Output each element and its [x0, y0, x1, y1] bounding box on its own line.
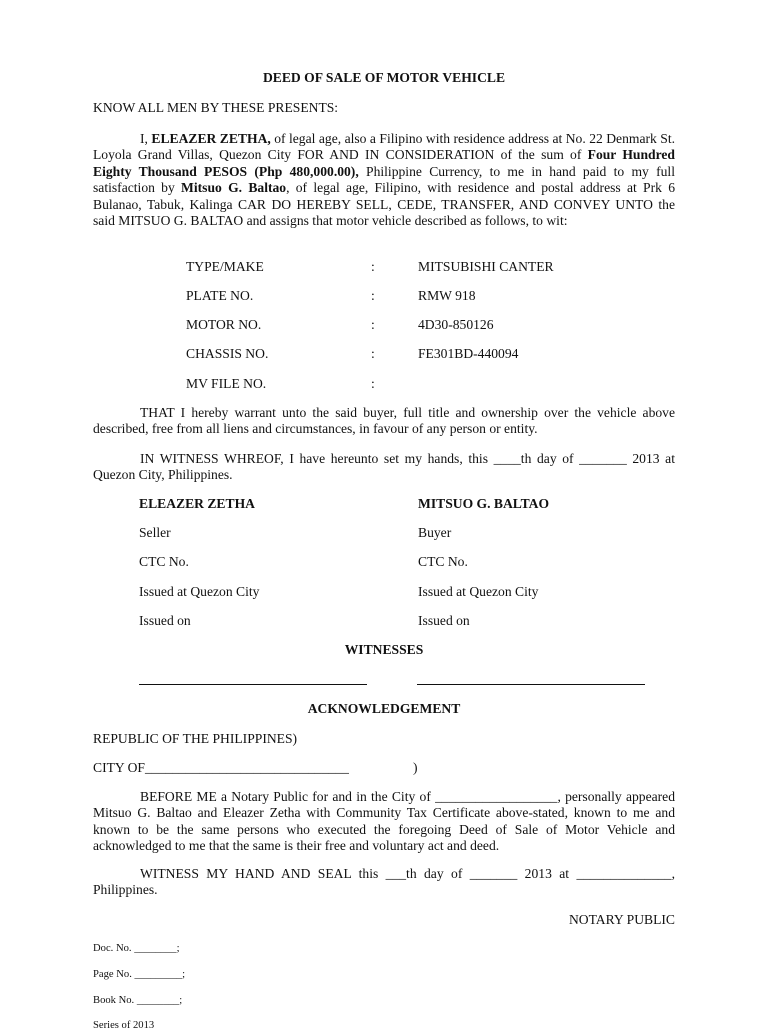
witnesses-heading: WITNESSES — [344, 642, 424, 657]
buyer-name-inline: Mitsuo G. Baltao — [181, 180, 287, 196]
witness-clause-text: IN WITNESS WHREOF, I have hereunto set my hands, this ____th day of _______ 2013 at Quezon City, Philippines. — [93, 451, 675, 483]
buyer-issued-on: Issued on — [418, 613, 470, 628]
spec-label: PLATE NO. — [186, 288, 254, 303]
buyer-role: Buyer — [418, 525, 452, 540]
warranty-text: THAT I hereby warrant unto the said buyer, full title and ownership over the vehicle above described, free from all liens and circumstances, in favour of any person or entity. — [93, 405, 675, 437]
spec-colon: : — [371, 317, 375, 332]
seller-ctc: CTC No. — [139, 554, 189, 569]
intro-text-4: , of legal age, Filipino, with residence and postal address at Prk 6 Bulanao, Tabuk, Kalinga CAR DO HEREBY SELL, CEDE, TRANSFER, AND CONVEY UNTO the said MITSUO G. BALTAO and assigns that motor vehicle described as follows, to wit: — [93, 180, 675, 229]
document-title: DEED OF SALE OF MOTOR VEHICLE — [262, 70, 506, 85]
spec-label: MV FILE NO. — [186, 376, 267, 391]
city-of-paren: ) — [413, 760, 418, 775]
spec-label: CHASSIS NO. — [186, 346, 269, 361]
spec-colon: : — [371, 288, 375, 303]
city-of-line: CITY OF______________________________ — [93, 760, 349, 775]
opening-line: KNOW ALL MEN BY THESE PRESENTS: — [93, 100, 339, 115]
spec-value: FE301BD-440094 — [418, 346, 519, 361]
amount-inline: Four Hundred Eighty Thousand PESOS (Php 480,000.00), — [93, 147, 675, 179]
buyer-issued-at: Issued at Quezon City — [418, 584, 539, 599]
spec-colon: : — [371, 259, 375, 274]
seller-name: ELEAZER ZETHA — [139, 496, 255, 511]
witness-signature-line — [417, 684, 645, 685]
intro-text-3: Philippine Currency, to me in hand paid to my full satisfaction by — [93, 163, 675, 196]
witness-hand-paragraph — [93, 866, 675, 899]
witness-hand-text: WITNESS MY HAND AND SEAL this ___th day of _______ 2013 at ______________, Philippines. — [93, 866, 675, 898]
seller-name-inline: ELEAZER ZETHA, — [151, 131, 271, 146]
spec-value: MITSUBISHI CANTER — [418, 259, 554, 274]
spec-label: MOTOR NO. — [186, 317, 262, 332]
witness-clause-paragraph — [93, 451, 675, 484]
republic-line: REPUBLIC OF THE PHILIPPINES) — [93, 731, 298, 746]
before-me-paragraph — [93, 789, 675, 855]
intro-text-2: of legal age, also a Filipino with residence address at No. 22 Denmark St. Loyola Grand Villas, Quezon City FOR AND IN CONSIDERATION of the sum of — [93, 131, 675, 163]
witness-signature-line — [139, 684, 367, 685]
acknowledgement-heading: ACKNOWLEDGEMENT — [307, 701, 461, 716]
page-no: Page No. _________; — [93, 969, 186, 980]
buyer-ctc: CTC No. — [418, 554, 468, 569]
intro-paragraph — [93, 131, 675, 229]
intro-text-1: I, — [140, 131, 152, 146]
book-no: Book No. ________; — [93, 995, 183, 1006]
spec-colon: : — [371, 346, 375, 361]
series-line: Series of 2013 — [93, 1020, 155, 1031]
warranty-paragraph — [93, 405, 675, 438]
notary-public-label: NOTARY PUBLIC — [568, 912, 675, 927]
spec-label: TYPE/MAKE — [186, 259, 264, 274]
doc-no: Doc. No. ________; — [93, 943, 180, 954]
seller-issued-at: Issued at Quezon City — [139, 584, 260, 599]
before-me-text: BEFORE ME a Notary Public for and in the City of __________________, personally appeared Mitsuo G. Baltao and Eleazer Zetha with Community Tax Certificate above-stated, known to me and known to be the same persons who executed the foregoing Deed of Sale of Motor Vehicle and acknowledged to me that the same is their free and voluntary act and deed. — [93, 789, 675, 854]
spec-value: RMW 918 — [418, 288, 476, 303]
spec-colon: : — [371, 376, 375, 391]
buyer-name: MITSUO G. BALTAO — [418, 496, 550, 511]
spec-value: 4D30-850126 — [418, 317, 494, 332]
seller-role: Seller — [139, 525, 171, 540]
seller-issued-on: Issued on — [139, 613, 191, 628]
